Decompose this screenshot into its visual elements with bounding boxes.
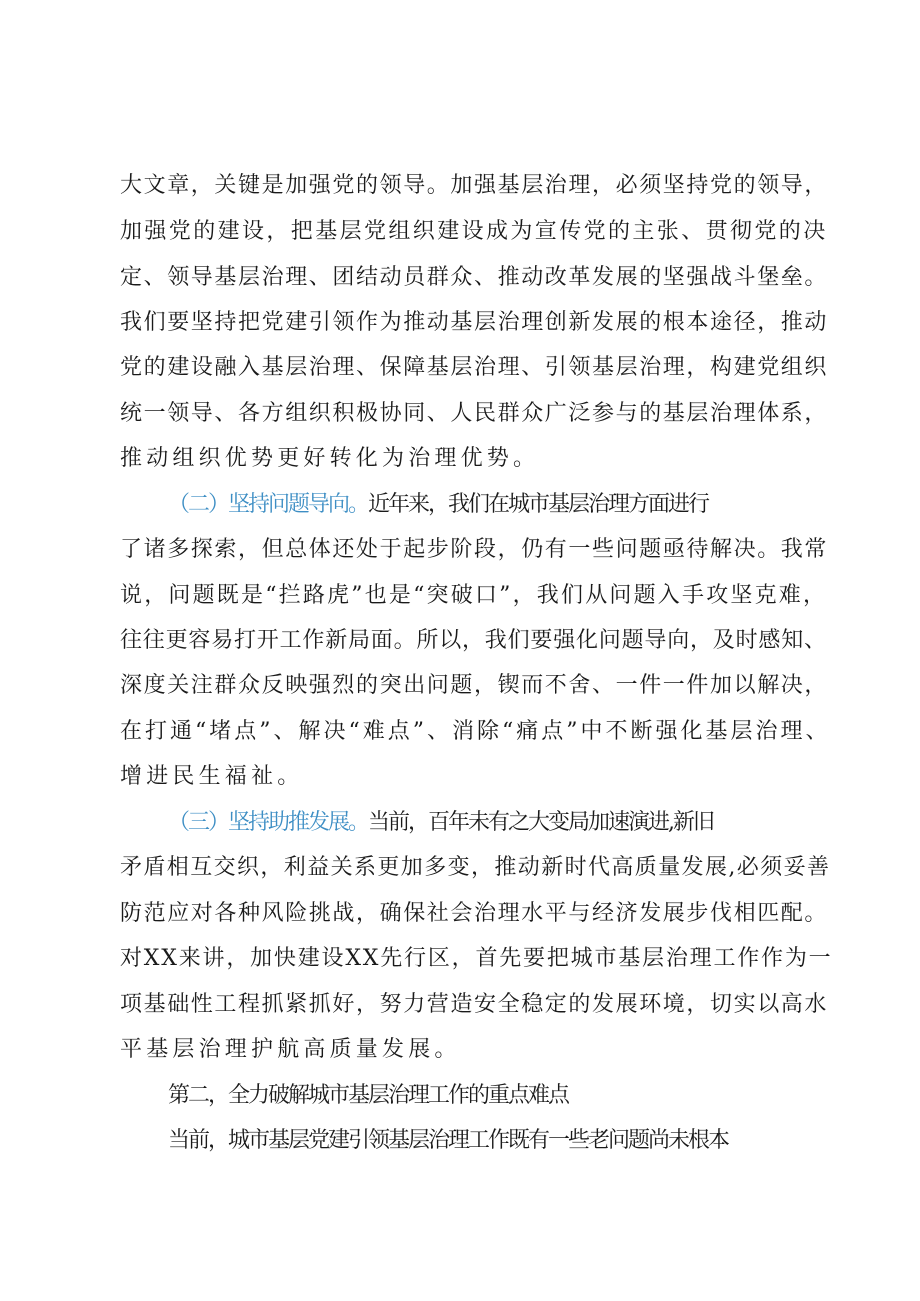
paragraph-line: 平基层治理护航高质量发展。: [120, 1037, 461, 1062]
section-heading-2: （二）坚持问题导向。: [168, 492, 369, 517]
paragraph-line: 说，问题既是“拦路虎”也是“突破口”，我们从问题入手攻坚克难，: [120, 583, 828, 608]
paragraph-line: 我们要坚持把党建引领作为推动基层治理创新发展的根本途径，推动: [120, 310, 829, 335]
paragraph-line: 当前，城市基层党建引领基层治理工作既有一些老问题尚未根本: [168, 1128, 729, 1153]
section-text: 近年来，我们在城市基层治理方面进行: [368, 492, 709, 517]
paragraph-line: 矛盾相互交织，利益关系更加多变，推动新时代高质量发展,必须妥善: [120, 855, 831, 880]
paragraph-line: 加强党的建设，把基层党组织建设成为宣传党的主张、贯彻党的决: [120, 219, 828, 244]
section-text: 当前，百年未有之大变局加速演进,新旧: [368, 810, 714, 835]
paragraph-line: 防范应对各种风险挑战，确保社会治理水平与经济发展步伐相匹配。: [120, 901, 829, 926]
section-title: 第二，全力破解城市基层治理工作的重点难点: [168, 1083, 569, 1108]
paragraph-line: 推动组织优势更好转化为治理优势。: [120, 446, 540, 471]
section-heading-3: （三）坚持助推发展。: [168, 810, 369, 835]
section-heading-line: [168, 490, 880, 520]
paragraph-line: 在打通“堵点”、解决“难点”、消除“痛点”中不断强化基层治理、: [120, 719, 831, 744]
paragraph-line: 统一领导、各方组织积极协同、人民群众广泛参与的基层治理体系，: [120, 401, 829, 426]
section-heading-line: [168, 808, 880, 838]
paragraph-line: 项基础性工程抓紧抓好，努力营造安全稳定的发展环境，切实以高水: [120, 992, 829, 1017]
paragraph-line: 增进民生福祉。: [120, 764, 304, 789]
paragraph-line: 深度关注群众反映强烈的突出问题，锲而不舍、一件一件加以解决，: [120, 673, 829, 698]
paragraph-line: 对XX来讲，加快建设XX先行区，首先要把城市基层治理工作作为一: [120, 946, 833, 971]
paragraph-line: 党的建设融入基层治理、保障基层治理、引领基层治理，构建党组织: [120, 355, 829, 380]
paragraph-line: 了诸多探索，但总体还处于起步阶段，仍有一些问题亟待解决。我常: [120, 537, 829, 562]
paragraph-line: 往往更容易打开工作新局面。所以，我们要强化问题导向，及时感知、: [120, 628, 827, 653]
paragraph-line: 大文章，关键是加强党的领导。加强基层治理，必须坚持党的领导，: [120, 173, 829, 198]
paragraph-line: 定、领导基层治理、团结动员群众、推动改革发展的坚强战斗堡垒。: [120, 265, 829, 290]
